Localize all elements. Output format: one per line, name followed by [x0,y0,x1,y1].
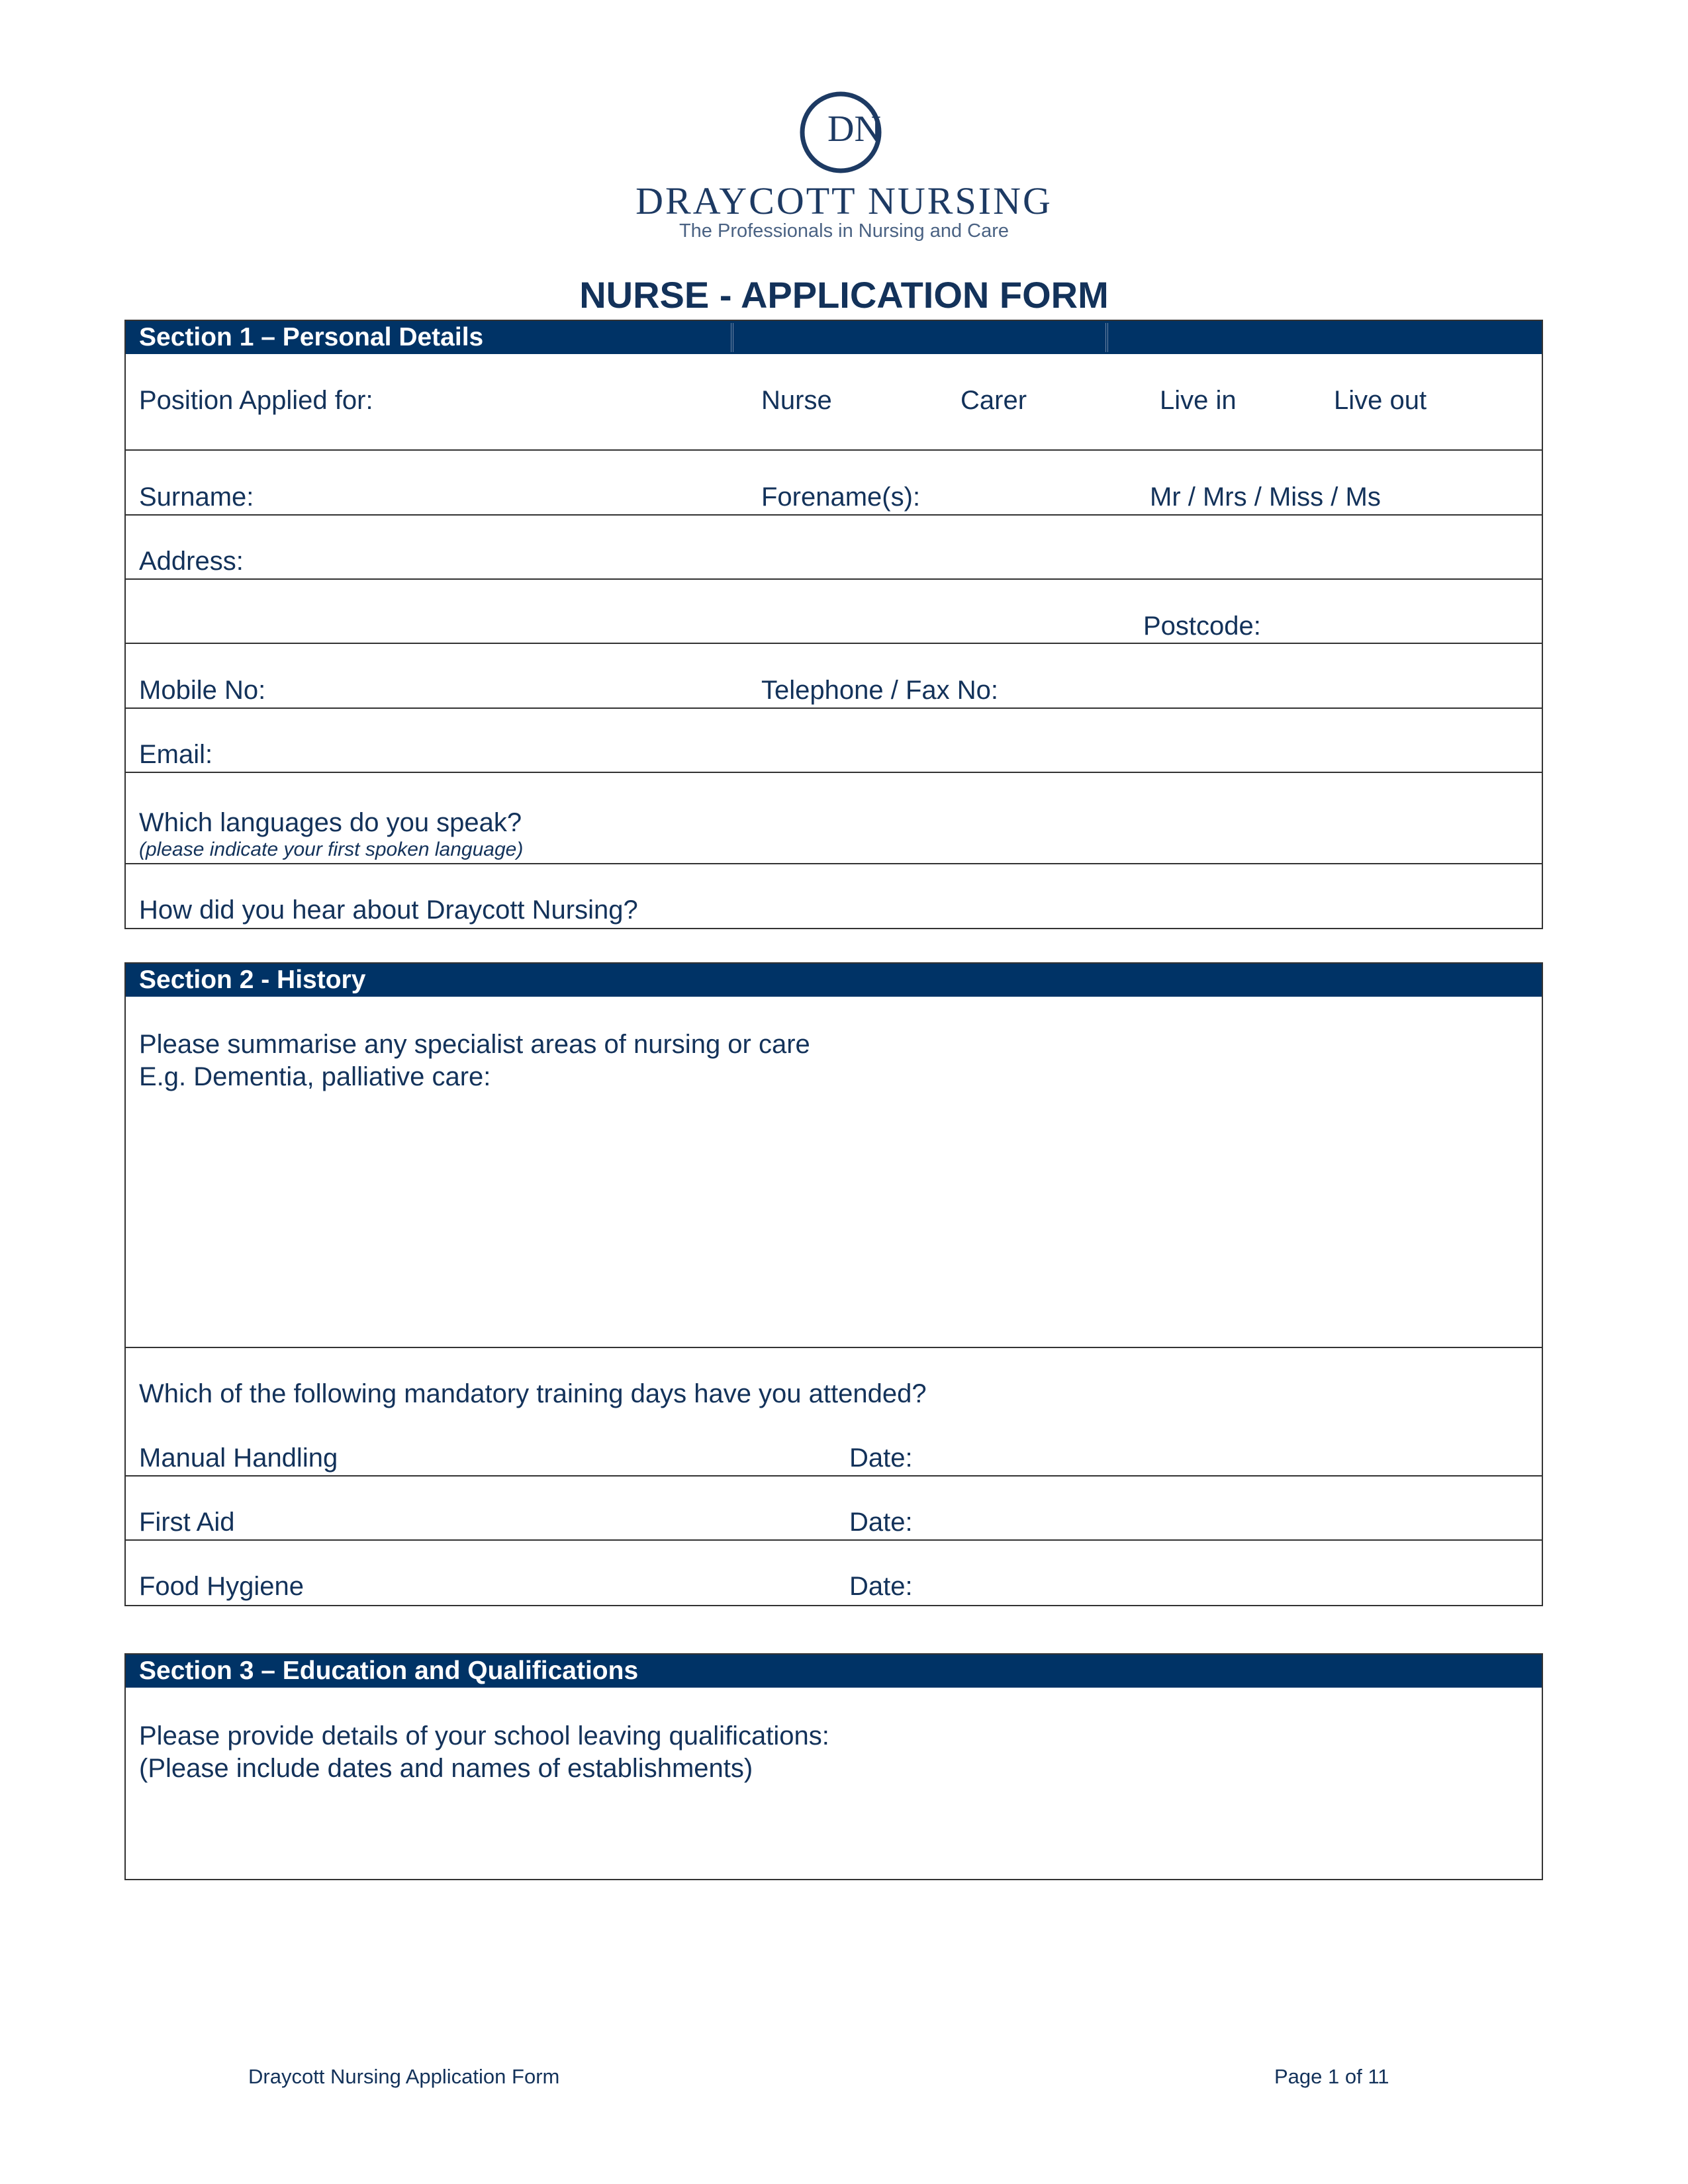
languages-note: (please indicate your first spoken language) [139,839,524,860]
postcode-label: Postcode: [1143,612,1261,641]
languages-label: Which languages do you speak? [139,808,522,837]
row-divider [126,514,1542,516]
section-2-heading [126,964,1542,997]
row-divider [126,1347,1542,1348]
row-divider [126,1475,1542,1477]
row-divider [126,643,1542,644]
section-3-education [124,1653,1543,1880]
row-divider [126,578,1542,580]
section-2-heading-text: Section 2 - History [139,966,366,994]
forename-label: Forename(s): [761,482,921,512]
hear-about-label: How did you hear about Draycott Nursing? [139,895,638,925]
mobile-label: Mobile No: [139,676,266,705]
row-divider [126,1539,1542,1541]
specialist-areas-example: E.g. Dementia, palliative care: [139,1062,491,1091]
title-options[interactable]: Mr / Mrs / Miss / Ms [1150,482,1381,512]
training-date-label: Date: [849,1443,913,1473]
training-date-label: Date: [849,1508,913,1537]
position-option-live-out[interactable]: Live out [1334,386,1427,415]
training-first-aid: First Aid [139,1508,235,1537]
footer-page-number: Page 1 of 11 [1274,2065,1389,2088]
header-divider [1105,323,1108,352]
section-2-history [124,962,1543,1606]
section-1-heading [126,321,1542,354]
row-divider [126,863,1542,864]
training-food-hygiene: Food Hygiene [139,1572,305,1601]
position-option-carer[interactable]: Carer [961,386,1027,415]
address-label: Address: [139,547,244,576]
row-divider [126,707,1542,709]
position-option-live-in[interactable]: Live in [1160,386,1237,415]
specialist-areas-label: Please summarise any specialist areas of nursing or care [139,1030,810,1059]
qualifications-note: (Please include dates and names of establishments) [139,1754,753,1783]
brand-tagline: The Professionals in Nursing and Care [679,220,1009,242]
training-date-label: Date: [849,1572,913,1601]
email-label: Email: [139,740,213,769]
draycott-logo-icon [794,89,887,182]
position-option-nurse[interactable]: Nurse [761,386,832,415]
section-3-heading-text: Section 3 – Education and Qualifications [139,1657,639,1685]
row-divider [126,772,1542,773]
row-divider [126,449,1542,451]
telephone-label: Telephone / Fax No: [761,676,998,705]
surname-label: Surname: [139,482,254,512]
footer-document-name: Draycott Nursing Application Form [248,2065,560,2088]
header-divider [731,323,733,352]
form-title: NURSE - APPLICATION FORM [579,274,1109,316]
qualifications-label: Please provide details of your school leaving qualifications: [139,1721,829,1751]
training-manual-handling: Manual Handling [139,1443,338,1473]
training-question: Which of the following mandatory training days have you attended? [139,1379,927,1408]
position-applied-label: Position Applied for: [139,386,373,415]
section-3-heading [126,1655,1542,1688]
section-1-heading-text: Section 1 – Personal Details [139,323,484,351]
section-1-personal-details [124,320,1543,929]
logo-monogram-d: DN [827,109,881,150]
brand-name: DRAYCOTT NURSING [635,179,1053,222]
